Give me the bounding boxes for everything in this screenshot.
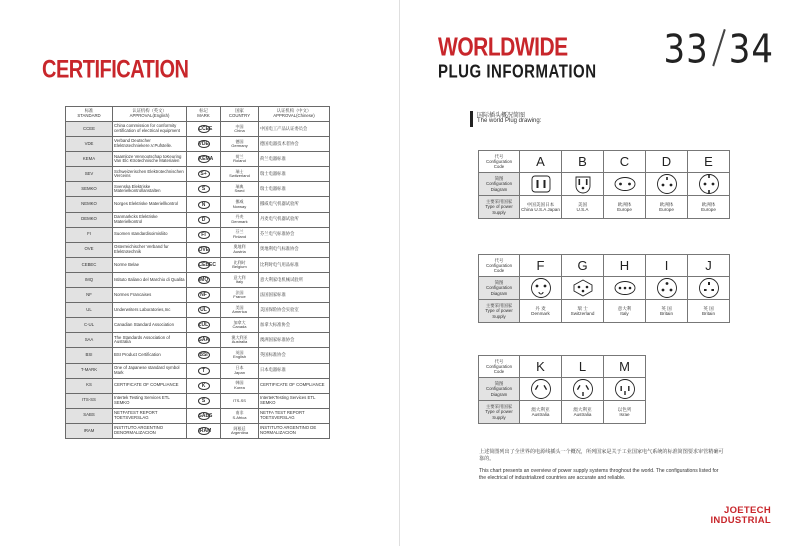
cert-approval-english: The Standards Association of Australia	[113, 333, 187, 348]
section-title-en: The world Plug drawing:	[477, 118, 542, 124]
plug-country: 澳大利亚 Australia	[520, 401, 562, 424]
cert-standard: SEMKO	[66, 182, 113, 197]
cert-approval-chinese: 英国标准协会	[259, 348, 330, 363]
plug-country: 欧洲体 Europe	[688, 196, 730, 219]
cert-approval-english: China commission for conformity certification of electrical equipment	[113, 122, 187, 137]
cert-mark-cell	[187, 423, 221, 438]
cert-standard: NF	[66, 288, 113, 303]
cert-mark-cell	[187, 288, 221, 303]
cert-standard: DEMKO	[66, 212, 113, 227]
cert-table-header	[66, 107, 330, 122]
cert-approval-english: Svenska Elektriske Materielkontrollanstalten	[113, 182, 187, 197]
page-slash	[712, 29, 726, 67]
cert-row	[66, 303, 330, 318]
cert-mark-cell	[187, 272, 221, 287]
cert-row	[66, 423, 330, 438]
cert-mark-cell	[187, 152, 221, 167]
cert-approval-chinese: 芬兰电气标准协会	[259, 227, 330, 242]
country-label: 主要采用国家 Type of power Supply	[479, 300, 520, 323]
country-row	[479, 401, 646, 424]
cert-approval-chinese: 德国电器技术者协会	[259, 137, 330, 152]
plug-code: E	[688, 151, 730, 173]
cert-approval-english: Intertek Testing Services ETL SEMKO	[113, 393, 187, 408]
plug-country: 中国美国日本 China U.S.A Japan	[520, 196, 562, 219]
plug-e-diagram-icon	[688, 173, 730, 196]
description-en: This chart presents an overview of power supply systems throghout the world. The configurations listed for the electrical of industrialized countries are accurate and reliable.	[479, 467, 719, 482]
plug-b-diagram-icon	[562, 173, 604, 196]
cert-approval-chinese: 日本电器标准	[259, 363, 330, 378]
cert-country: 瑞士 Switzerland	[221, 167, 259, 182]
cert-standard: CEBEC	[66, 257, 113, 272]
cert-standard: SABS	[66, 408, 113, 423]
cert-mark-icon: ÖVE	[198, 246, 210, 253]
cert-country: 阿根廷 Argentina	[221, 423, 259, 438]
plug-code: D	[646, 151, 688, 173]
plug-country: 丹 麦 Denmark	[520, 300, 562, 323]
cert-mark-cell	[187, 348, 221, 363]
cert-approval-english: Norme Belae	[113, 257, 187, 272]
cert-mark-icon: VDE	[198, 141, 209, 148]
cert-mark-icon: S	[198, 397, 210, 405]
cert-approval-chinese: 挪威电气机器试验所	[259, 197, 330, 212]
cert-approval-english: Normes Francaises	[113, 288, 187, 303]
cert-mark-icon: SABS	[198, 412, 213, 419]
diagram-row	[479, 173, 730, 196]
cert-approval-english: Underwriters Laboratories,Inc	[113, 303, 187, 318]
cert-approval-chinese: 意大利家电机械试验所	[259, 272, 330, 287]
cert-row	[66, 393, 330, 408]
cert-approval-chinese: 丹麦电气机器试验所	[259, 212, 330, 227]
cert-mark-icon: SAA	[198, 337, 210, 344]
cert-approval-english: NETFATEST REPORT TOETSVERSLAG	[113, 408, 187, 423]
cert-mark-icon: CCEE	[198, 126, 213, 133]
cert-row	[66, 363, 330, 378]
cert-approval-english: Norges Elektriske Materiellkontrol	[113, 197, 187, 212]
diagram-label: 简图 Configuration Diagram	[479, 277, 520, 300]
cert-row	[66, 257, 330, 272]
cert-approval-english: BSI Product Certification	[113, 348, 187, 363]
cert-standard: KEMA	[66, 152, 113, 167]
plug-table-3	[478, 355, 646, 424]
header-approval-chinese: 认证机构（中文） APPROVAL(Chinese)	[259, 107, 330, 122]
cert-approval-english: Suomen standardisoimisliito	[113, 227, 187, 242]
code-row	[479, 255, 730, 277]
cert-approval-english: One of Japanese standard symbol Mark	[113, 363, 187, 378]
cert-row	[66, 242, 330, 257]
page-numbers	[663, 27, 774, 73]
cert-mark-icon: cUL	[198, 322, 209, 329]
cert-mark-cell	[187, 242, 221, 257]
plug-k-diagram-icon	[520, 378, 562, 401]
cert-standard: NEMKO	[66, 197, 113, 212]
cert-mark-cell	[187, 122, 221, 137]
cert-approval-chinese: NETFA TEST REPORT TOETSVERSLAG	[259, 408, 330, 423]
cert-mark-icon: KEMA	[198, 156, 214, 163]
cert-standard: KS	[66, 378, 113, 393]
cert-approval-english: INSTITUTO ARGENTINO DENORMALIZACION	[113, 423, 187, 438]
page-number-right: 34	[728, 27, 774, 73]
country-label: 主要采用国家 Type of power Supply	[479, 196, 520, 219]
cert-country: 挪威 Norway	[221, 197, 259, 212]
brand-line-1: JOETECH	[724, 505, 771, 516]
cert-approval-chinese: 美国保险协会实验室	[259, 303, 330, 318]
cert-approval-chinese: 加拿大标准协会	[259, 318, 330, 333]
cert-country: ITS-SS	[221, 393, 259, 408]
header-approval-english: 认证机构（英文） APPROVAL(English)	[113, 107, 187, 122]
plug-h-diagram-icon	[604, 277, 646, 300]
plug-code: B	[562, 151, 604, 173]
certification-title: CERTIFICATION	[42, 56, 189, 84]
plug-code: J	[688, 255, 730, 277]
cert-row	[66, 227, 330, 242]
plug-c-diagram-icon	[604, 173, 646, 196]
cert-mark-icon: IRAM	[198, 427, 212, 434]
cert-mark-icon: K	[198, 382, 210, 390]
plug-code: H	[604, 255, 646, 277]
cert-mark-icon: S+	[198, 170, 210, 178]
cert-approval-chinese: INSTITUTO ARGENTINO DE NORMALIZACION	[259, 423, 330, 438]
cert-row	[66, 408, 330, 423]
plug-country: 英 国 Britain	[688, 300, 730, 323]
cert-approval-english: Canadian Standard Association	[113, 318, 187, 333]
cert-mark-cell	[187, 167, 221, 182]
cert-mark-cell	[187, 212, 221, 227]
cert-standard: SEV	[66, 167, 113, 182]
heading-bar	[470, 111, 473, 127]
cert-country: 意大利 Italy	[221, 272, 259, 287]
plug-code: G	[562, 255, 604, 277]
cert-approval-chinese: 荷兰电器标准	[259, 152, 330, 167]
cert-row	[66, 348, 330, 363]
cert-standard: SAA	[66, 333, 113, 348]
cert-mark-cell	[187, 182, 221, 197]
plug-code: M	[604, 356, 646, 378]
plug-country: 瑞 士 Switzerland	[562, 300, 604, 323]
worldwide-title: WORLDWIDE	[438, 33, 568, 62]
cert-country: 芬兰 Finland	[221, 227, 259, 242]
diagram-label: 简图 Configuration Diagram	[479, 378, 520, 401]
cert-standard: OVE	[66, 242, 113, 257]
plug-g-diagram-icon	[562, 277, 604, 300]
code-label: 代号 Configuration Code	[479, 255, 520, 277]
cert-standard: ITS-SS	[66, 393, 113, 408]
country-row	[479, 196, 730, 219]
cert-mark-cell	[187, 257, 221, 272]
code-row	[479, 356, 646, 378]
plug-country: 欧洲体 Europe	[646, 196, 688, 219]
cert-mark-cell	[187, 333, 221, 348]
plug-country: 英 国 Britain	[646, 300, 688, 323]
plug-l-diagram-icon	[562, 378, 604, 401]
cert-mark-icon: S	[198, 185, 210, 193]
cert-approval-chinese: 奥地利电气标准协会	[259, 242, 330, 257]
plug-d-diagram-icon	[646, 173, 688, 196]
cert-approval-english: Verband Deutscher Elektrotechniekere.V.Pufstelle.	[113, 137, 187, 152]
cert-country: 日本 Japan	[221, 363, 259, 378]
plug-country: 澳大利亚 Australia	[562, 401, 604, 424]
cert-mark-cell	[187, 227, 221, 242]
header-mark: 标记 MARK	[187, 107, 221, 122]
code-label: 代号 Configuration Code	[479, 356, 520, 378]
diagram-label: 简图 Configuration Diagram	[479, 173, 520, 196]
cert-mark-icon: BSI	[199, 352, 208, 359]
cert-country: 比利时 Belgium	[221, 257, 259, 272]
section-title-cn: 国际插头概况简图	[477, 113, 526, 119]
cert-mark-icon: N	[198, 201, 210, 209]
cert-approval-chinese: 比利时电气用品标准	[259, 257, 330, 272]
cert-standard: T-MARK	[66, 363, 113, 378]
country-row	[479, 300, 730, 323]
cert-row	[66, 167, 330, 182]
cert-standard: UL	[66, 303, 113, 318]
certification-table	[65, 106, 330, 439]
cert-row	[66, 182, 330, 197]
cert-row	[66, 333, 330, 348]
cert-approval-chinese: CERTIFICATE OF COMPLIANCE	[259, 378, 330, 393]
cert-mark-cell	[187, 197, 221, 212]
plug-information-title: PLUG INFORMATION	[438, 61, 597, 83]
cert-country: 南非 S.Africa	[221, 408, 259, 423]
cert-mark-cell	[187, 363, 221, 378]
cert-country: 澳大利亚 Australia	[221, 333, 259, 348]
cert-country: 丹麦 Denmark	[221, 212, 259, 227]
cert-mark-icon: UL	[198, 306, 210, 314]
cert-mark-icon: NF	[198, 291, 210, 299]
cert-standard: BSI	[66, 348, 113, 363]
cert-row	[66, 137, 330, 152]
code-label: 代号 Configuration Code	[479, 151, 520, 173]
cert-approval-chinese: 中国电工产品认证委员会	[259, 122, 330, 137]
cert-approval-english: Naamloze Vennootschap toKeuring Van Elc Ktrotechnische Materialen	[113, 152, 187, 167]
cert-mark-icon: FI	[198, 231, 210, 239]
cert-row	[66, 272, 330, 287]
cert-mark-icon: D	[198, 216, 210, 224]
cert-country: 德国 Germany	[221, 137, 259, 152]
cert-mark-cell	[187, 378, 221, 393]
plug-code: C	[604, 151, 646, 173]
cert-approval-chinese: 法国国家标准	[259, 288, 330, 303]
plug-f-diagram-icon	[520, 277, 562, 300]
header-country: 国家 COUNTRY	[221, 107, 259, 122]
header-standard: 标准 STANDARD	[66, 107, 113, 122]
plug-table-1	[478, 150, 730, 219]
cert-approval-chinese: 瑞士电器标准	[259, 167, 330, 182]
plug-table-2	[478, 254, 730, 323]
plug-country: 欧洲体 Europe	[604, 196, 646, 219]
cert-mark-cell	[187, 408, 221, 423]
plug-code: I	[646, 255, 688, 277]
cert-approval-english: Istituto Italiano del Marchio di Qualita	[113, 272, 187, 287]
description-cn: 上述简图列出了全世界的电源线插头一个概况，所列国家是关于工业国家电气系统的标准简图要求审管精确可靠的。	[479, 449, 724, 463]
cert-mark-icon: CEBEC	[198, 261, 217, 268]
brand-logo	[710, 506, 771, 526]
cert-row	[66, 378, 330, 393]
cert-row	[66, 288, 330, 303]
plug-i-diagram-icon	[646, 277, 688, 300]
cert-approval-chinese: InterteKTesting Services ETL SEMKO	[259, 393, 330, 408]
cert-mark-cell	[187, 303, 221, 318]
plug-code: A	[520, 151, 562, 173]
cert-approval-chinese: 瑞士电器标准	[259, 182, 330, 197]
cert-approval-english: CERTIFICATE OF COMPLIANCE	[113, 378, 187, 393]
cert-standard: IMQ	[66, 272, 113, 287]
cert-standard: FI	[66, 227, 113, 242]
cert-approval-english: Osterreichischer Verband fur Elektrotechnik	[113, 242, 187, 257]
description	[479, 449, 724, 487]
code-row	[479, 151, 730, 173]
cert-mark-cell	[187, 137, 221, 152]
cert-country: 加拿大 Canada	[221, 318, 259, 333]
cert-standard: VDE	[66, 137, 113, 152]
plug-country: 以色列 Israe	[604, 401, 646, 424]
plug-a-diagram-icon	[520, 173, 562, 196]
country-label: 主要采用国家 Type of power Supply	[479, 401, 520, 424]
plug-code: L	[562, 356, 604, 378]
cert-mark-icon: T	[198, 367, 210, 375]
diagram-row	[479, 378, 646, 401]
cert-standard: IRAM	[66, 423, 113, 438]
cert-country: 瑞典 Swed	[221, 182, 259, 197]
cert-mark-icon: IMQ	[198, 276, 209, 283]
cert-mark-cell	[187, 318, 221, 333]
cert-country: 英国 English	[221, 348, 259, 363]
diagram-row	[479, 277, 730, 300]
cert-country: 韩国 Korea	[221, 378, 259, 393]
plug-j-diagram-icon	[688, 277, 730, 300]
brand-line-2: INDUSTRIAL	[710, 514, 771, 526]
page-number-left: 33	[663, 27, 709, 73]
cert-row	[66, 318, 330, 333]
cert-row	[66, 197, 330, 212]
plug-m-diagram-icon	[604, 378, 646, 401]
plug-code: F	[520, 255, 562, 277]
cert-country: 法国 France	[221, 288, 259, 303]
cert-country: 美国 America	[221, 303, 259, 318]
cert-row	[66, 152, 330, 167]
cert-country: 奥地利 Austria	[221, 242, 259, 257]
plug-code: K	[520, 356, 562, 378]
cert-row	[66, 212, 330, 227]
cert-approval-english: Danmarkcks Elektriske Materielkontrol	[113, 212, 187, 227]
cert-approval-english: Schweizerischen Elektrotechnischen Verceins	[113, 167, 187, 182]
cert-approval-chinese: 澳洲国家标准协会	[259, 333, 330, 348]
cert-country: 中国 China	[221, 122, 259, 137]
cert-mark-cell	[187, 393, 221, 408]
plug-country: 美国 U.S.A	[562, 196, 604, 219]
cert-country: 荷兰 Roland	[221, 152, 259, 167]
cert-standard: C-UL	[66, 318, 113, 333]
cert-standard: CCEE	[66, 122, 113, 137]
plug-country: 意大利 Italy	[604, 300, 646, 323]
cert-row	[66, 122, 330, 137]
